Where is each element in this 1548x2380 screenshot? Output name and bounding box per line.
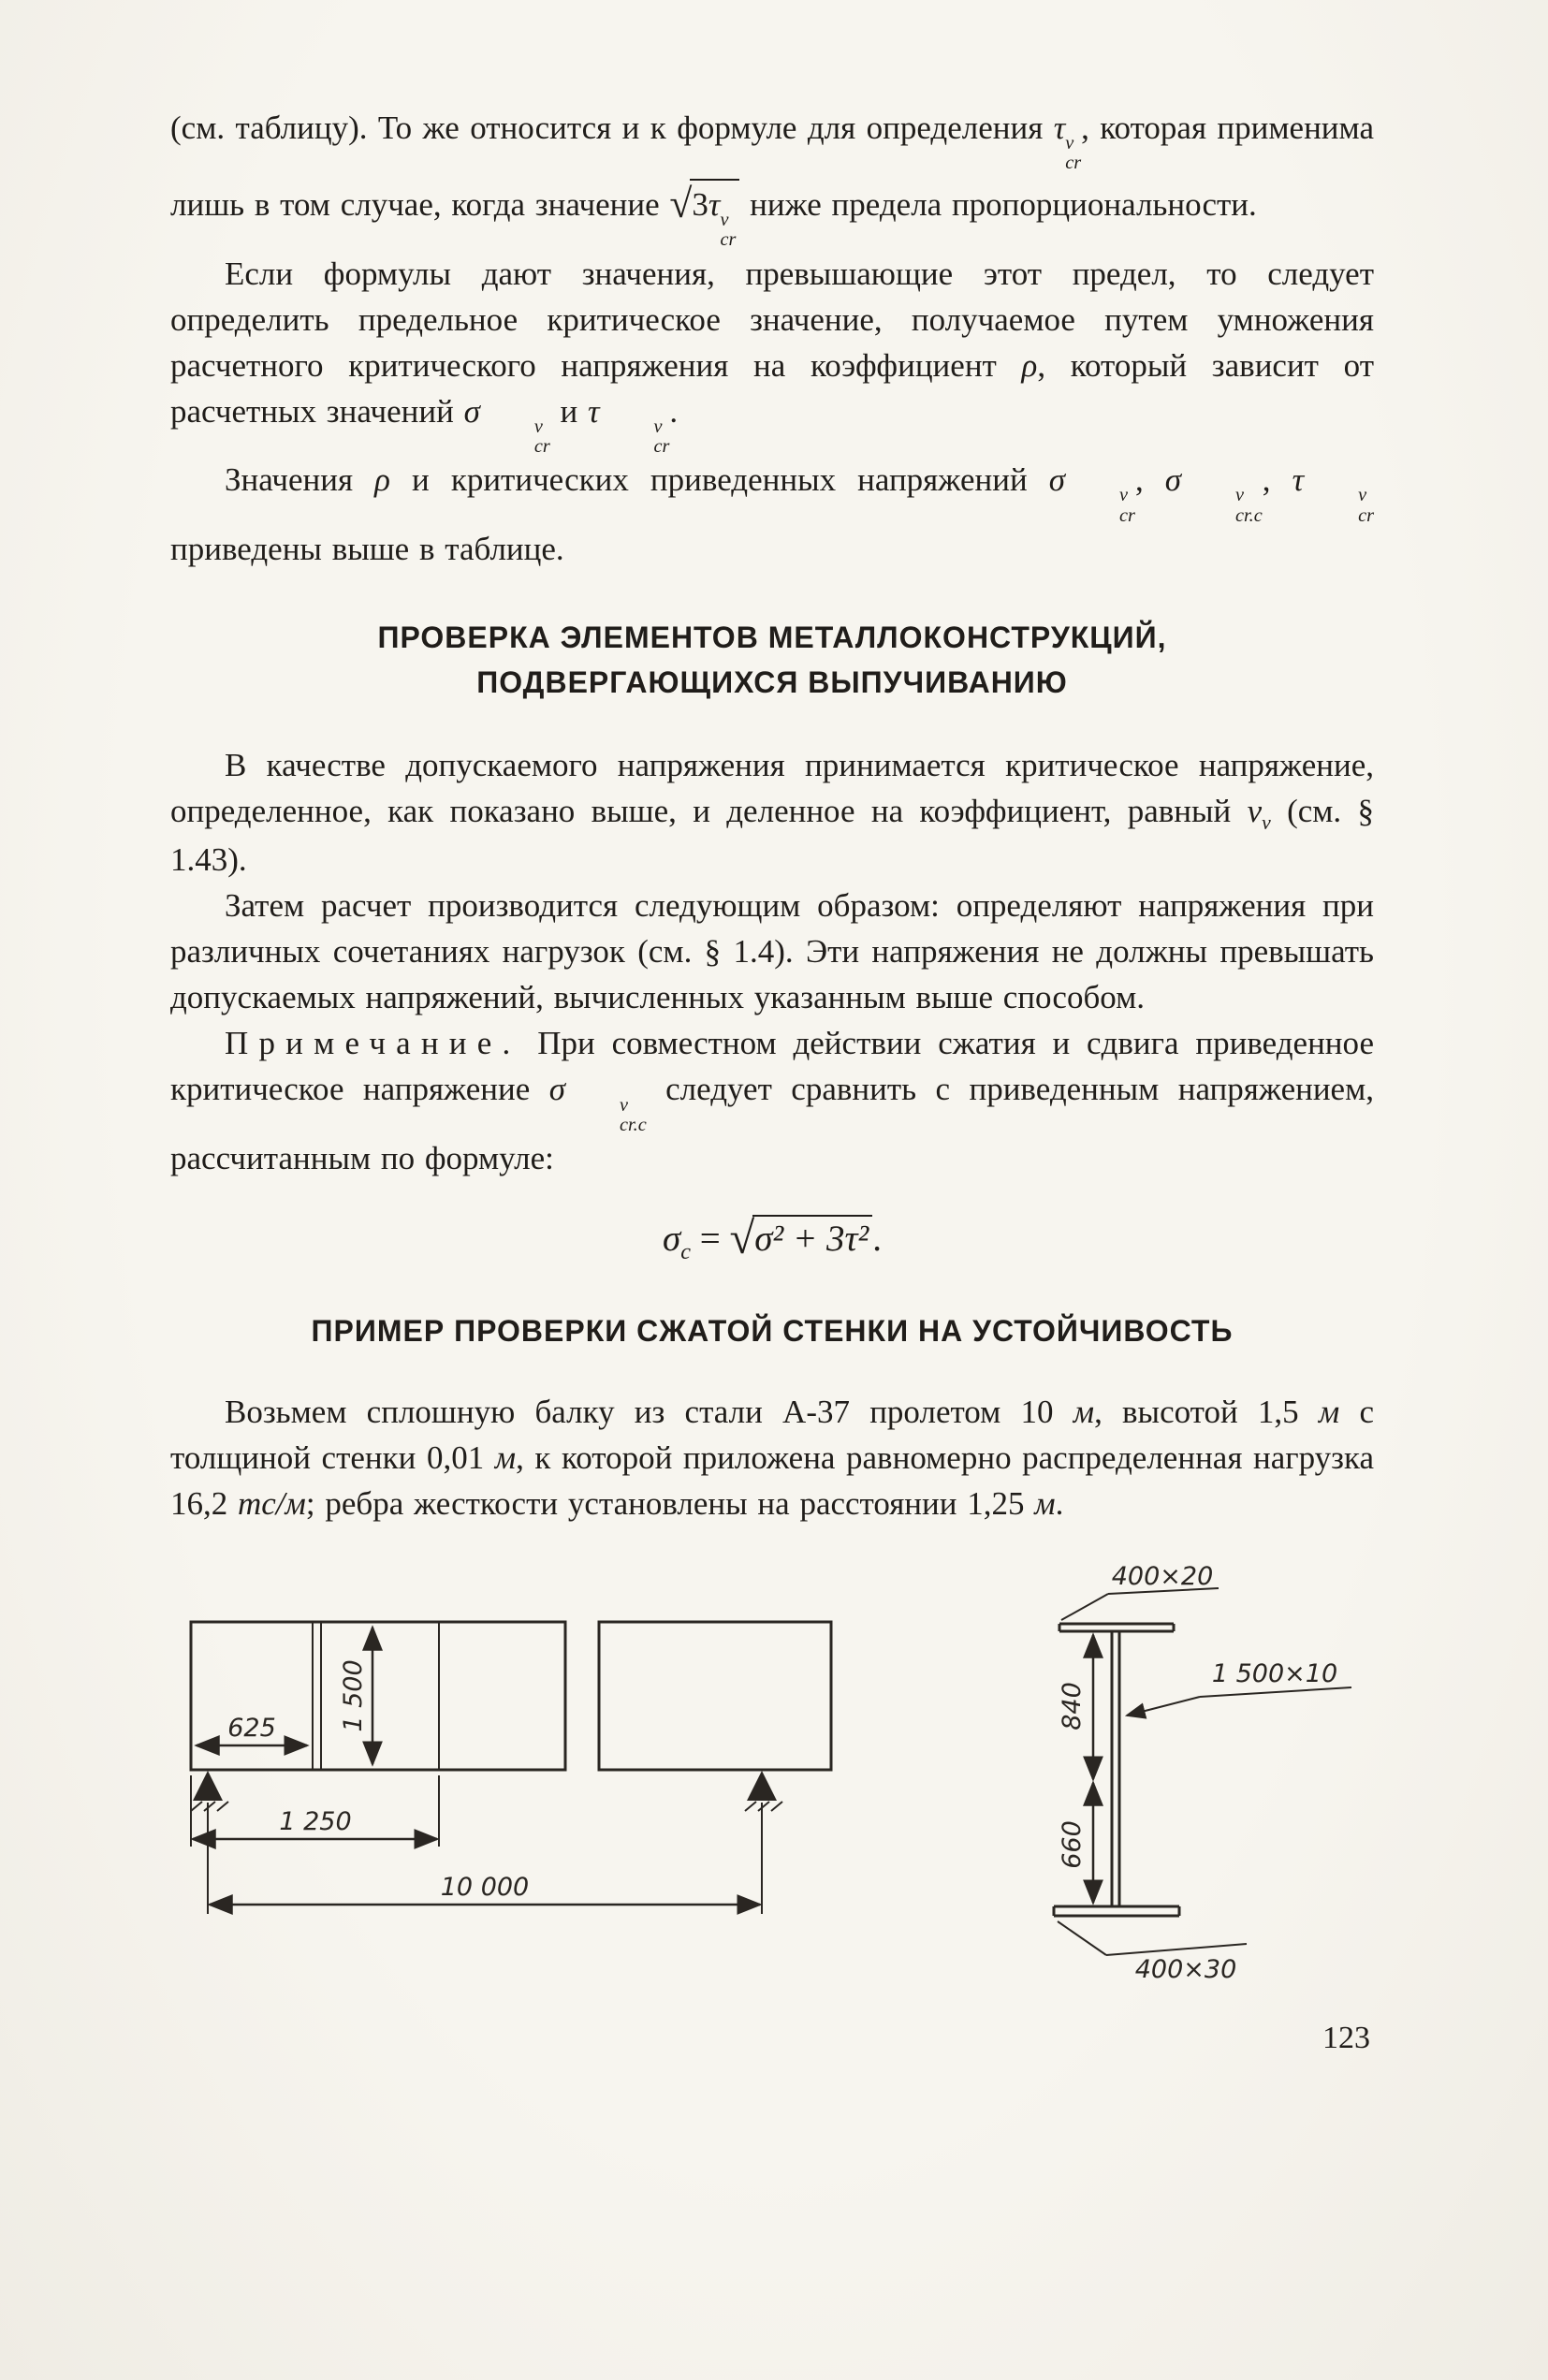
text-run: , к которой приложена равномерно распределенная нагрузка 16,2: [170, 1438, 1374, 1522]
math-symbol: τ: [1053, 110, 1066, 146]
text-run: .: [669, 392, 679, 430]
hatch-line: [217, 1802, 228, 1811]
text-run: .: [872, 1219, 882, 1260]
dim-label: 400×30: [1134, 1954, 1237, 1984]
text-run: Значения: [225, 461, 375, 499]
dim-label: 660: [1058, 1820, 1087, 1869]
paragraph-calculation-procedure: [170, 883, 1374, 1020]
dim-label: 1 250: [279, 1806, 352, 1836]
beam-left-segment: [191, 1622, 565, 1770]
math-subsup: [600, 417, 670, 458]
support-left: [193, 1771, 223, 1801]
math-sup: v: [1358, 485, 1367, 506]
text-run: следует сравнить с приведенным напряжением, рассчитанным по формуле:: [170, 1071, 1374, 1177]
formula-reduced-stress: [170, 1209, 1374, 1265]
dim-1250: [191, 1775, 439, 1847]
dim-625: [197, 1714, 307, 1745]
note-label: Примечание.: [225, 1025, 521, 1062]
paragraph-example-setup: [170, 1389, 1374, 1526]
leader-line: [1127, 1697, 1200, 1716]
dim-label: 400×20: [1111, 1565, 1214, 1591]
text-run: (см. § 1.43).: [170, 793, 1375, 879]
text-run: В качестве допускаемого напряжения принимается критическое напряжение, определенное, как показано выше, и деленное на коэффициент, равный: [170, 747, 1374, 829]
label-web: [1127, 1659, 1351, 1716]
math-subsup: [1304, 486, 1374, 526]
beam-right-segment: [599, 1622, 831, 1770]
math-sup: v: [1235, 485, 1245, 506]
radical-body: [690, 179, 739, 251]
math-sigma-cr: [1048, 461, 1135, 526]
math-radical: [669, 182, 739, 251]
math-subsup: [565, 1096, 647, 1136]
math-symbol: τ: [708, 185, 721, 223]
math-symbol: σ: [463, 392, 480, 430]
math-sub: cr: [1065, 153, 1082, 174]
math-sub: cr: [1119, 504, 1135, 526]
label-bottom-flange: [1058, 1921, 1247, 1984]
math-sub: cr: [533, 435, 550, 457]
math-sub: c: [680, 1238, 692, 1264]
math-sub: cr.c: [1235, 504, 1263, 526]
math-subsup: [480, 417, 550, 458]
text-run: Возьмем сплошную балку из стали А-37 пролетом 10: [225, 1393, 1073, 1430]
radical-sign: √: [729, 1213, 755, 1264]
dim-label: 10 000: [440, 1872, 530, 1902]
paragraph-values-in-table: [170, 457, 1374, 572]
math-sub: cr: [1358, 504, 1374, 526]
heading-line: ПРОВЕРКА ЭЛЕМЕНТОВ МЕТАЛЛОКОНСТРУКЦИЙ,: [377, 621, 1167, 654]
unit-m: м: [1034, 1484, 1056, 1522]
heading-example: [170, 1308, 1374, 1353]
heading-buckling-check: [170, 615, 1374, 705]
text-run: ,: [1134, 461, 1165, 499]
dim-label: 625: [227, 1713, 276, 1743]
beam-figure-svg: [170, 1566, 1372, 2015]
math-sup: v: [653, 416, 663, 437]
text-run: При совместном действии сжатия и сдвига приведенное критическое напряжение: [170, 1025, 1374, 1108]
dim-660: [1058, 1783, 1093, 1903]
paragraph-limit-critical-value: [170, 251, 1374, 458]
math-subsup: [1065, 486, 1135, 526]
text-run: (см. таблицу). То же относится и к формуле для определения: [170, 110, 1054, 146]
hatch-line: [758, 1802, 769, 1811]
leader-underline: [1200, 1687, 1351, 1697]
math-sigma-crc: [1164, 461, 1263, 526]
math-symbol: σ: [548, 1071, 565, 1108]
hatch-line: [745, 1802, 756, 1811]
dim-1500-height: [339, 1628, 372, 1764]
math-subsup: [720, 211, 736, 251]
math-sub: v: [1262, 811, 1271, 834]
text-run: , которая применима лишь в том случае, когда значение: [170, 110, 1374, 223]
math-sup: v: [1119, 485, 1129, 506]
math-nu-v: [1247, 793, 1271, 834]
math-radical: [729, 1213, 873, 1264]
text-run: 3: [692, 185, 708, 223]
text-run: Затем расчет производится следующим образом: определяют напряжения при различных сочетаниях нагрузок (см. § 1.4). Эти напряжения не должны превышать допускаемых напряжений, вычисленных указанным выше способом.: [170, 887, 1374, 1016]
page-number: 123: [1322, 2020, 1370, 2055]
math-sub: cr: [720, 229, 737, 251]
label-top-flange: [1061, 1566, 1219, 1620]
unit-m: м: [1318, 1393, 1340, 1430]
math-tau-cr: [708, 185, 737, 251]
text-run: ,: [1262, 461, 1292, 499]
math-sup: v: [533, 416, 543, 437]
paragraph-allowable-stress: [170, 742, 1374, 883]
heading-line: ПРИМЕР ПРОВЕРКИ СЖАТОЙ СТЕНКИ НА УСТОЙЧИВОСТЬ: [311, 1313, 1234, 1348]
unit-tc-m: тс/м: [238, 1484, 306, 1522]
math-tau-cr: [587, 392, 670, 457]
hatch-line: [204, 1802, 215, 1811]
paragraph-formula-applicability: [170, 105, 1374, 251]
dim-label: 1 500×10: [1211, 1658, 1338, 1688]
hatch-line: [191, 1802, 202, 1811]
math-sigma-cr: [463, 392, 550, 457]
equals-sign: =: [691, 1219, 730, 1260]
beam-cross-section: [1054, 1624, 1179, 1916]
radical-body: σ² + 3τ²: [752, 1215, 872, 1260]
hatch-line: [771, 1802, 782, 1811]
radical-sign: √: [669, 182, 693, 227]
math-sup: v: [619, 1094, 628, 1116]
math-tau-cr: [1292, 461, 1374, 526]
dim-840: [1058, 1635, 1093, 1779]
math-symbol: σ: [1048, 461, 1066, 499]
heading-line: ПОДВЕРГАЮЩИХСЯ ВЫПУЧИВАНИЮ: [476, 665, 1068, 699]
math-tau-cr: [1053, 110, 1082, 174]
math-symbol: τ: [587, 392, 600, 430]
figure-beam-drawing: [170, 1566, 1374, 2015]
unit-m: м: [1073, 1393, 1095, 1430]
math-rho: ρ: [1021, 346, 1038, 384]
text-run: Если формулы дают значения, превышающие этот предел, то следует определить предельное критическое значение, получаемое путем умножения расчетного критического напряжения на коэффициент: [170, 255, 1374, 384]
support-right: [747, 1771, 777, 1801]
math-symbol: σ: [663, 1219, 681, 1260]
dim-label: 1 500: [339, 1659, 368, 1732]
math-subsup: [1181, 486, 1263, 526]
math-sub: cr: [653, 435, 670, 457]
text-run: , который зависит от расчетных значений: [170, 346, 1374, 430]
math-sigma-c: [663, 1219, 692, 1264]
paragraph-note: [170, 1020, 1374, 1181]
math-symbol: σ: [1164, 461, 1182, 499]
text-run: ниже предела пропорциональности.: [739, 185, 1257, 223]
math-symbol: ν: [1247, 793, 1263, 829]
text-run: .: [1055, 1484, 1064, 1522]
leader-underline: [1106, 1944, 1247, 1955]
text-run: и критических приведенных напряжений: [389, 461, 1049, 499]
text-run: и: [549, 392, 588, 430]
text-run: , высотой 1,5: [1094, 1393, 1319, 1430]
math-sub: cr.c: [619, 1114, 647, 1135]
math-sigma-crc: [548, 1071, 647, 1135]
text-run: ; ребра жесткости установлены на расстоянии 1,25: [305, 1484, 1035, 1522]
math-sup: v: [720, 209, 729, 230]
text-run: с толщиной стенки 0,01: [170, 1393, 1374, 1476]
leader-line: [1061, 1594, 1108, 1620]
math-sup: v: [1065, 133, 1074, 154]
unit-m: м: [494, 1438, 517, 1476]
text-run: приведены выше в таблице.: [170, 531, 564, 567]
dim-label: 840: [1058, 1682, 1087, 1730]
math-symbol: τ: [1292, 461, 1305, 499]
math-subsup: [1065, 134, 1081, 174]
math-rho: ρ: [374, 461, 390, 499]
beam-supports: [193, 1771, 777, 1801]
leader-line: [1058, 1921, 1106, 1955]
beam-elevation: [191, 1622, 831, 1770]
